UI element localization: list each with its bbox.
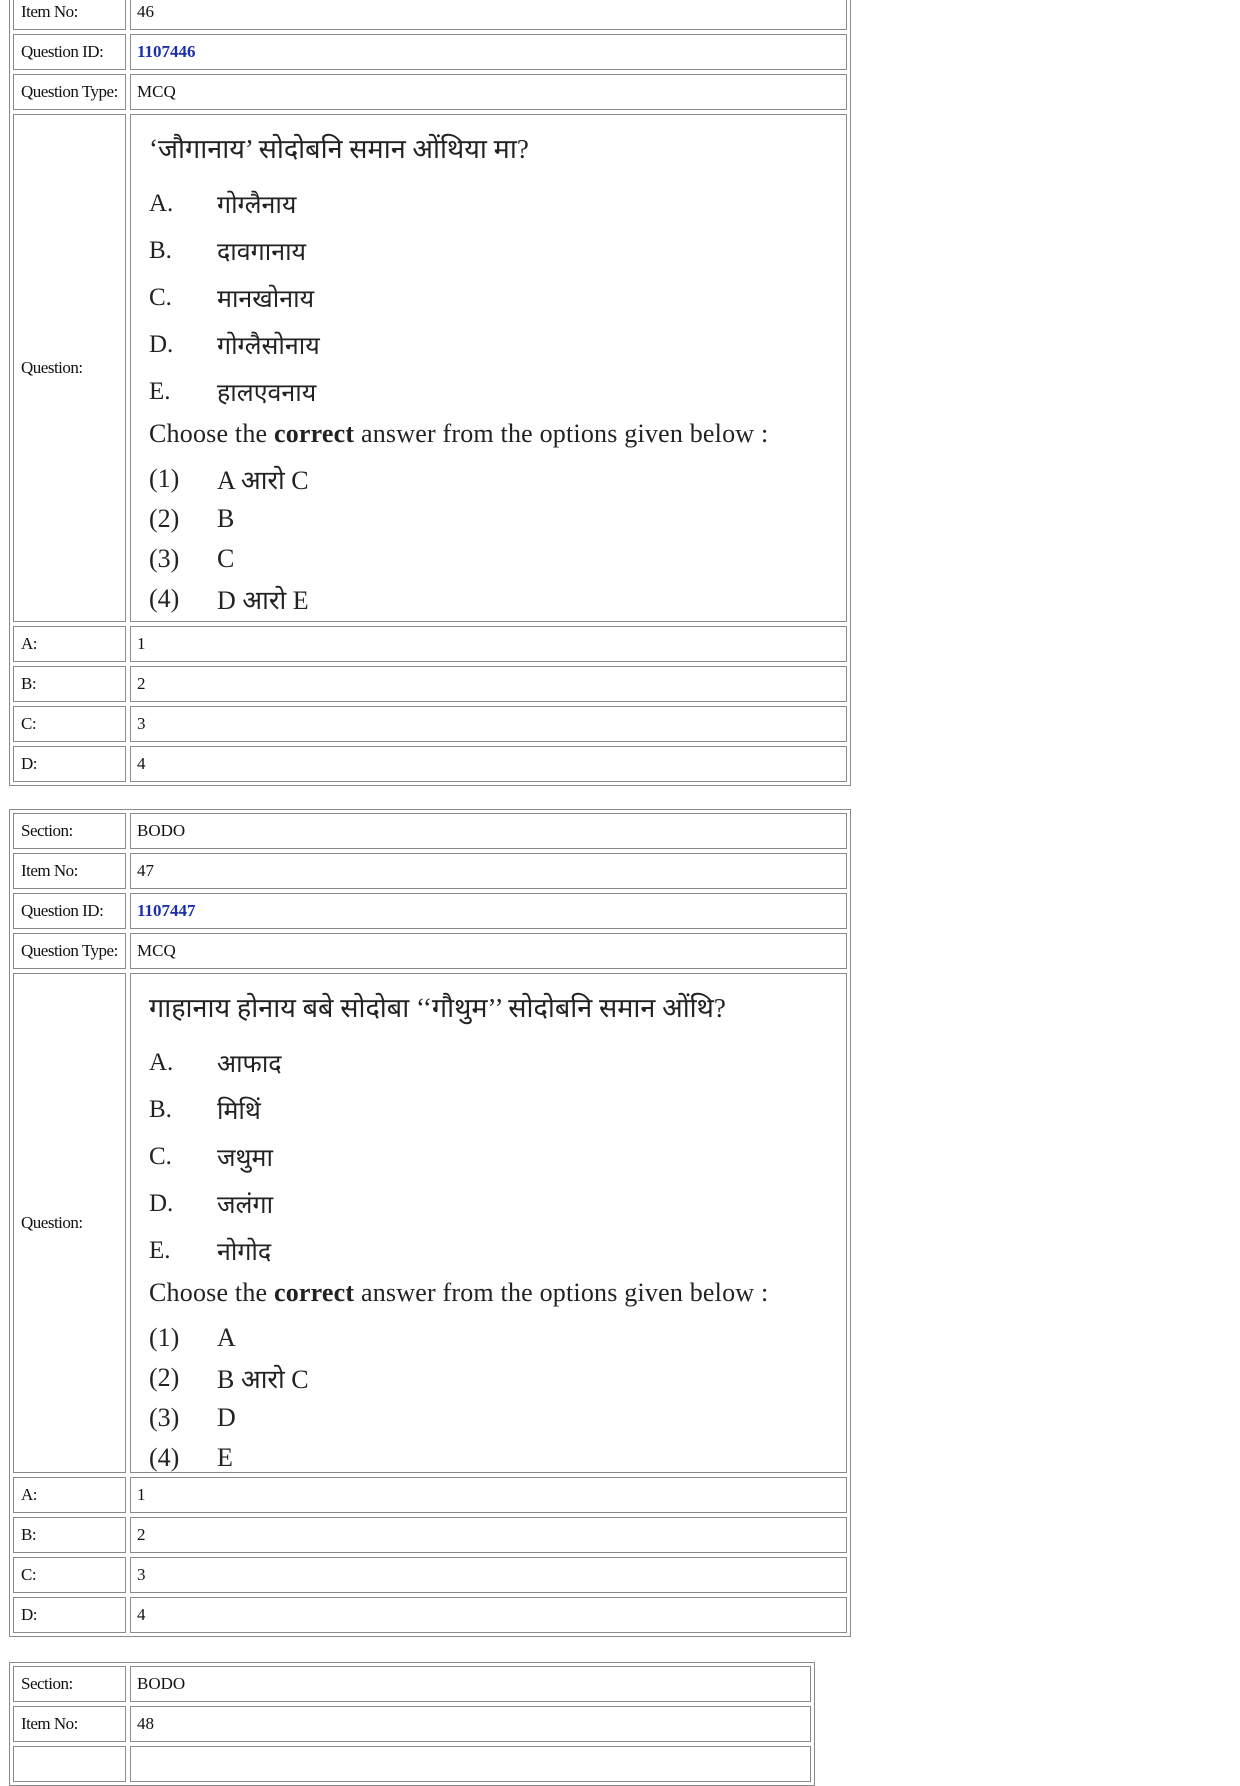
option-d-value: 4 xyxy=(130,746,847,782)
option-item: C. मानखोनाय xyxy=(149,283,315,313)
item-no-value: 48 xyxy=(130,1706,811,1742)
answer-choice: (3) C xyxy=(149,544,235,573)
option-d-label: D: xyxy=(13,1597,126,1633)
option-a-label: A: xyxy=(13,626,126,662)
option-item: A. गोग्लैनाय xyxy=(149,189,297,219)
item-no-value: 47 xyxy=(130,853,847,889)
option-item: C. जथुमा xyxy=(149,1142,273,1172)
option-d-value: 4 xyxy=(130,1597,847,1633)
answer-choice: (3) D xyxy=(149,1403,236,1432)
question-text: गाहानाय होनाय बबे सोदोबा ‘‘गौथुम’’ सोदोबनि समान ओंथि? xyxy=(149,993,726,1023)
option-item: B. दावगानाय xyxy=(149,236,307,266)
question-id-value: 1107446 xyxy=(137,42,196,61)
answer-choice: (4) E xyxy=(149,1443,233,1472)
answer-choice: (4) D आरो E xyxy=(149,584,309,615)
section-value: BODO xyxy=(130,813,847,849)
option-item: A. आफाद xyxy=(149,1048,282,1078)
option-item: E. नोगोद xyxy=(149,1236,272,1266)
instruction-text: Choose the correct answer from the options given below : xyxy=(149,1278,769,1307)
question-content xyxy=(130,114,847,622)
question-content xyxy=(130,973,847,1473)
item-no-label: Item No: xyxy=(13,853,126,889)
question-block-46 xyxy=(9,0,851,786)
option-item: D. गोग्लैसोनाय xyxy=(149,330,320,360)
answer-choice: (1) A xyxy=(149,1323,236,1352)
answer-choice: (2) B xyxy=(149,504,235,533)
answer-choice: (1) A आरो C xyxy=(149,464,309,495)
option-d-label: D: xyxy=(13,746,126,782)
question-id-label: Question ID: xyxy=(13,34,126,70)
question-id-label: Question ID: xyxy=(13,893,126,929)
option-item: D. जलंगा xyxy=(149,1189,274,1219)
question-id-value: 1107447 xyxy=(137,901,196,920)
question-type-label: Question Type: xyxy=(13,74,126,110)
item-no-label: Item No: xyxy=(13,1706,126,1742)
option-c-value: 3 xyxy=(130,1557,847,1593)
option-item: B. मिथिं xyxy=(149,1095,261,1125)
option-c-label: C: xyxy=(13,1557,126,1593)
section-value: BODO xyxy=(130,1666,811,1702)
question-label: Question: xyxy=(13,973,126,1473)
option-b-label: B: xyxy=(13,666,126,702)
instruction-text: Choose the correct answer from the options given below : xyxy=(149,419,769,448)
section-label: Section: xyxy=(13,813,126,849)
question-type-label: Question Type: xyxy=(13,933,126,969)
option-a-value: 1 xyxy=(130,626,847,662)
question-type-value: MCQ xyxy=(130,74,847,110)
question-text: ‘जौगानाय’ सोदोबनि समान ओंथिया मा? xyxy=(149,134,529,164)
option-b-value: 2 xyxy=(130,1517,847,1553)
option-item: E. हालएवनाय xyxy=(149,377,317,407)
option-a-value: 1 xyxy=(130,1477,847,1513)
answer-choice: (2) B आरो C xyxy=(149,1363,309,1394)
question-label: Question: xyxy=(13,114,126,622)
question-block-47 xyxy=(9,809,851,1637)
question-block-48 xyxy=(9,1662,815,1786)
item-no-label: Item No: xyxy=(13,0,126,30)
question-id-value xyxy=(130,1746,811,1782)
option-c-value: 3 xyxy=(130,706,847,742)
option-c-label: C: xyxy=(13,706,126,742)
item-no-value: 46 xyxy=(130,0,847,30)
question-type-value: MCQ xyxy=(130,933,847,969)
option-b-value: 2 xyxy=(130,666,847,702)
section-label: Section: xyxy=(13,1666,126,1702)
option-a-label: A: xyxy=(13,1477,126,1513)
question-id-label xyxy=(13,1746,126,1782)
option-b-label: B: xyxy=(13,1517,126,1553)
